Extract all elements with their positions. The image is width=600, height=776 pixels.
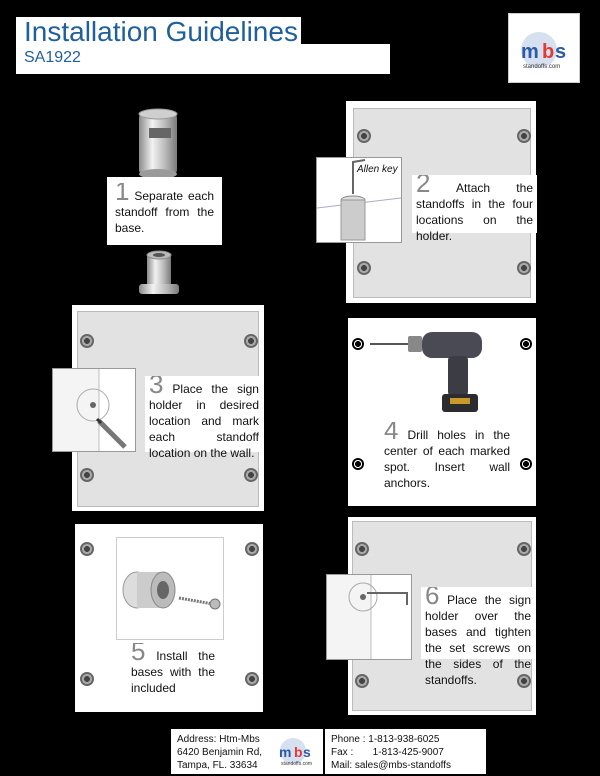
step-3-description: Place the sign holder in desired location and mark each standoff location on the wall. [149,382,259,460]
step-5-description: Install the bases with the included [131,649,215,695]
base-icon [245,542,259,556]
contact-email: Mail: sales@mbs-standoffs [331,760,452,771]
step-2-text [416,175,533,244]
set-screw-callout [326,574,412,660]
standoff-hole-icon [244,468,258,482]
set-screw-icon [327,575,411,659]
step-1-text [115,183,214,236]
page-title: Installation Guidelines [24,16,298,47]
base-screw-callout [116,537,224,640]
standoff-hole-icon [355,674,369,688]
standoff-hole-icon [80,468,94,482]
step-1-number: 1 [115,183,130,206]
marked-spot-icon [520,338,532,350]
base-and-screw-icon [117,538,223,639]
step-1-description: Separate each standoff from the base. [115,189,214,235]
step-5-text [131,643,215,696]
standoff-hole-icon [517,542,531,556]
mbs-logo-icon [271,729,323,774]
marked-spot-icon [352,458,364,470]
base-icon [245,672,259,686]
svg-text:b: b [542,41,555,63]
base-icon [80,672,94,686]
page-subtitle: SA1922 [24,49,81,66]
step-6-number: 6 [425,587,440,610]
step-6-text [425,587,531,688]
step-2-number: 2 [416,175,431,198]
step-2-box [412,175,537,243]
step-3-box [145,376,263,460]
mark-location-callout [52,368,136,452]
marked-spot-icon [520,458,532,470]
step-6-description: Place the sign holder over the bases and tighten the set screws on the sides of the standoffs. [425,593,531,687]
base-icon [80,542,94,556]
step-5-number: 5 [131,643,146,666]
svg-text:s: s [303,744,311,760]
standoff-base-image [137,250,181,300]
step-3-number: 3 [149,376,164,399]
standoff-hole-icon [517,129,531,143]
brand-logo [508,13,580,83]
contact-fax: Fax : 1-813-425-9007 [331,747,444,758]
standoff-hole-icon [80,334,94,348]
pencil-mark-icon [53,369,135,451]
standoff-hole-icon [357,129,371,143]
step-4-description: Drill holes in the center of each marked spot. Insert wall anchors. [384,428,510,490]
step-1-box [107,177,222,245]
address-line-2: 6420 Benjamin Rd, [177,747,263,758]
logo-url: standoffs.com [523,64,561,70]
footer-address [171,729,271,774]
svg-text:b: b [294,744,303,760]
allen-key-label: Allen key [357,164,398,175]
power-drill-icon [368,328,488,418]
mbs-logo-icon [509,14,581,84]
marked-spot-icon [352,338,364,350]
footer-contact [325,729,486,774]
standoff-hole-icon [517,261,531,275]
svg-text:m: m [521,41,539,63]
contact-phone: Phone : 1-813-938-6025 [331,734,440,745]
address-line-1: Address: Htm-Mbs [177,734,260,745]
svg-text:m: m [279,744,292,760]
allen-key-callout [316,157,402,243]
step-4-number: 4 [384,422,399,445]
step-6-box [421,587,535,687]
standoff-hole-icon [355,542,369,556]
step-3-text [149,376,259,461]
svg-text:s: s [555,41,567,63]
step-4-box [348,318,536,506]
step-4-text [384,422,510,491]
address-line-3: Tampa, FL. 33634 [177,760,258,771]
footer-logo [271,729,323,774]
standoff-hole-icon [244,334,258,348]
svg-text:standoffs.com: standoffs.com [281,761,313,767]
standoff-cap-image [135,108,181,180]
standoff-hole-icon [357,261,371,275]
step-2-description: Attach the standoffs in the four locations on the holder. [416,181,533,243]
